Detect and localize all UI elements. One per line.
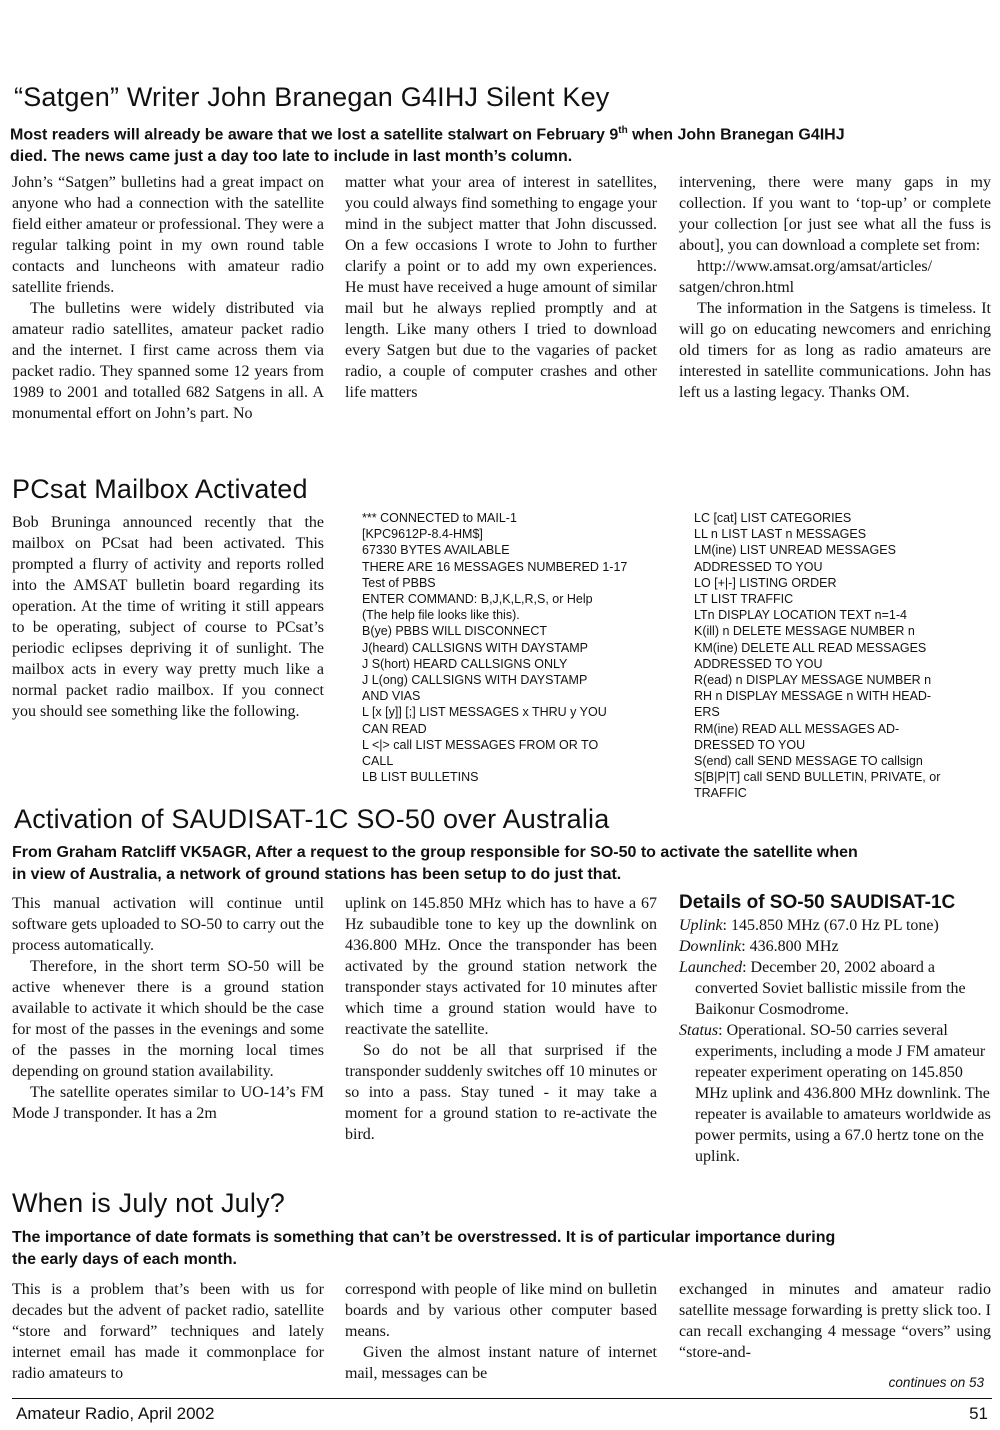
- listing-line: AND VIAS: [362, 689, 421, 704]
- lede-line: Most readers will already be aware that we lost a satellite stalwart on February 9th when John Branegan G4IHJ: [10, 125, 845, 144]
- paragraph: matter what your area of interest in satellites, you could always find something to engage your mind in the subject matter that John discussed. On a few occasions I wrote to John to further clarify a point or to add my own experiences. He must have received a huge amount of similar mail but he always replied promptly and at length. Like many others I tried to download every Satgen but due to the vagaries of packet radio, a couple of computer crashes and other life matters: [345, 174, 657, 401]
- listing-line: CAN READ: [362, 721, 427, 736]
- article1-column-1: [12, 172, 324, 424]
- paragraph: Therefore, in the short term SO-50 will be active whenever there is a ground station available to activate it which should be the case for most of the passes in the evenings and some of the passes in the morning local times depending on ground station availability.: [12, 958, 324, 1080]
- listing-line: L [x [y]] [;] LIST MESSAGES x THRU y YOU: [362, 705, 607, 720]
- listing-line: 67330 BYTES AVAILABLE: [362, 543, 510, 558]
- listing-line: R(ead) n DISPLAY MESSAGE NUMBER n: [694, 673, 932, 688]
- article-title-july: When is July not July?: [12, 1188, 286, 1218]
- article-title-pcsat: PCsat Mailbox Activated: [12, 474, 308, 504]
- paragraph: The bulletins were widely distributed via amateur radio satellites, amateur packet radio and the internet. I first came across them via packet radio. They spanned some 12 years from 1989 to 2001 and totalled 682 Satgens in all. A monumental effort on John’s part. No: [12, 300, 324, 422]
- spec-status: [679, 1020, 993, 1167]
- paragraph: This is a problem that’s been with us for decades but the advent of packet radio, satellite “store and forward” techniques and lately internet email has made it commonplace for radio amateurs to: [12, 1281, 324, 1382]
- article3-column-2: [345, 893, 657, 1145]
- listing-line: RM(ine) READ ALL MESSAGES AD-: [694, 721, 900, 736]
- listing-line: LC [cat] LIST CATEGORIES: [694, 511, 852, 525]
- article-title-satgen: “Satgen” Writer John Branegan G4IHJ Silent Key: [14, 82, 610, 112]
- article-lede-july: [12, 1227, 992, 1271]
- article3-column-1: [12, 893, 324, 1124]
- paragraph: This manual activation will continue until software gets uploaded to SO-50 to carry out the process automatically.: [12, 895, 324, 954]
- bbs-listing-left: [362, 510, 662, 785]
- listing-line: S(end) call SEND MESSAGE TO callsign: [694, 754, 923, 769]
- article1-column-2: [345, 172, 657, 403]
- bbs-listing-right: [694, 510, 994, 802]
- paragraph: intervening, there were many gaps in my collection. If you want to ‘top-up’ or complete your collection [or just see what all the fuss is about], you can download a complete set from:: [679, 174, 991, 254]
- listing-line: LT LIST TRAFFIC: [694, 592, 794, 607]
- spec-value: : 145.850 MHz (67.0 Hz PL tone): [722, 917, 939, 934]
- footer-publication: Amateur Radio, April 2002: [16, 1404, 215, 1423]
- listing-line: LL n LIST LAST n MESSAGES: [694, 527, 867, 542]
- listing-line: K(ill) n DELETE MESSAGE NUMBER n: [694, 624, 915, 639]
- paragraph: John’s “Satgen” bulletins had a great impact on anyone who had a connection with the satellite field either amateur or professional. They were a regular talking point in my own round table contacts and luncheons with amateur radio satellite friends.: [12, 174, 324, 296]
- listing-line: ADDRESSED TO YOU: [694, 559, 823, 574]
- article1-column-3: [679, 172, 991, 403]
- listing-line: LM(ine) LIST UNREAD MESSAGES: [694, 543, 896, 558]
- spec-label: Launched: [679, 959, 743, 976]
- listing-line: B(ye) PBBS WILL DISCONNECT: [362, 624, 547, 639]
- article-lede-satgen: [10, 120, 990, 168]
- superscript: th: [618, 125, 628, 136]
- paragraph: Bob Bruninga announced recently that the mailbox on PCsat had been activated. This prompted a flurry of activity and reports rolled into the AMSAT bulletin board regarding its operation. At the time of writing it still appears to be operating, subject of course to PCsat’s periodic eclipses depriving it of sunlight. The mailbox acts in every way pretty much like a normal packet radio mailbox. If you connect you should see something like the following.: [12, 514, 324, 720]
- listing-line: RH n DISPLAY MESSAGE n WITH HEAD-: [694, 689, 932, 704]
- listing-line: CALL: [362, 754, 394, 769]
- listing-line: J(heard) CALLSIGNS WITH DAYSTAMP: [362, 640, 588, 655]
- spec-downlink: [679, 936, 993, 957]
- listing-line: THERE ARE 16 MESSAGES NUMBERED 1-17: [362, 559, 628, 574]
- paragraph: The information in the Satgens is timeless. It will go on educating newcomers and enriching old timers for as long as radio amateurs are interested in satellite communications. John has left us a lasting legacy. Thanks OM.: [679, 300, 991, 401]
- lede-line: in view of Australia, a network of ground stations has been setup to do just that.: [12, 866, 622, 883]
- listing-line: (The help file looks like this).: [362, 608, 520, 623]
- spec-launched: [679, 957, 993, 1020]
- paragraph: The satellite operates similar to UO-14’s FM Mode J transponder. It has a 2m: [12, 1084, 324, 1122]
- listing-line: Test of PBBS: [362, 575, 436, 590]
- spec-label: Uplink: [679, 917, 723, 934]
- footer-page-number: 51: [969, 1404, 988, 1423]
- paragraph: correspond with people of like mind on bulletin boards and by various other computer based means.: [345, 1281, 657, 1340]
- listing-line: TRAFFIC: [694, 786, 747, 801]
- lede-line: From Graham Ratcliff VK5AGR, After a request to the group responsible for SO-50 to activate the satellite when: [12, 844, 858, 861]
- article4-column-2: [345, 1279, 657, 1384]
- spec-value: : December 20, 2002 aboard a converted Soviet ballistic missile from the Baikonur Cosmodrome.: [695, 959, 966, 1018]
- paragraph: Given the almost instant nature of internet mail, messages can be: [345, 1344, 657, 1382]
- listing-line: ENTER COMMAND: B,J,K,L,R,S, or Help: [362, 592, 593, 607]
- spec-value: : Operational. SO-50 carries several experiments, including a mode J FM amateur repeater experiment operating on 145.850 MHz uplink and 436.800 MHz downlink. The repeater is available to amateurs worldwide as power permits, using a 67.0 hertz tone on the uplink.: [695, 1022, 991, 1165]
- continues-note: continues on 53: [888, 1375, 984, 1390]
- listing-line: *** CONNECTED to MAIL-1: [362, 511, 517, 525]
- article4-column-1: [12, 1279, 324, 1384]
- listing-line: ADDRESSED TO YOU: [694, 656, 823, 671]
- paragraph: So do not be all that surprised if the transponder suddenly switches off 10 minutes or so into a pass. Stay tuned - it may take a moment for a ground station to re-activate the bird.: [345, 1042, 657, 1143]
- article-title-saudisat: Activation of SAUDISAT-1C SO-50 over Australia: [14, 804, 610, 834]
- so50-details-box: [679, 892, 993, 1167]
- lede-line: the early days of each month.: [12, 1251, 237, 1268]
- listing-line: J S(hort) HEARD CALLSIGNS ONLY: [362, 656, 568, 671]
- listing-line: LO [+|-] LISTING ORDER: [694, 575, 837, 590]
- url-link[interactable]: http://www.amsat.org/amsat/articles/ satgen/chron.html: [679, 258, 933, 296]
- lede-line: died. The news came just a day too late to include in last month’s column.: [10, 148, 573, 166]
- listing-line: J L(ong) CALLSIGNS WITH DAYSTAMP: [362, 673, 588, 688]
- listing-line: ERS: [694, 705, 720, 720]
- paragraph: exchanged in minutes and amateur radio satellite message forwarding is pretty slick too. I can recall exchanging 4 message “overs” using “store-and-: [679, 1281, 991, 1361]
- lede-line: The importance of date formats is something that can’t be overstressed. It is of particular importance during: [12, 1229, 836, 1246]
- listing-line: [KPC9612P-8.4-HM$]: [362, 527, 483, 542]
- spec-label: Status: [679, 1022, 719, 1039]
- spec-label: Downlink: [679, 938, 742, 955]
- article2-column-1: [12, 512, 324, 722]
- details-box-title: Details of SO-50 SAUDISAT-1C: [679, 892, 956, 913]
- article4-column-3: [679, 1279, 991, 1363]
- spec-uplink: [679, 915, 993, 936]
- article-lede-saudisat: [12, 842, 992, 886]
- listing-line: DRESSED TO YOU: [694, 737, 806, 752]
- listing-line: LB LIST BULLETINS: [362, 770, 479, 785]
- spec-value: : 436.800 MHz: [741, 938, 839, 955]
- listing-line: L <|> call LIST MESSAGES FROM OR TO: [362, 737, 599, 752]
- listing-line: S[B|P|T] call SEND BULLETIN, PRIVATE, or: [694, 770, 941, 785]
- footer-rule: [12, 1398, 992, 1399]
- listing-line: KM(ine) DELETE ALL READ MESSAGES: [694, 640, 927, 655]
- paragraph: uplink on 145.850 MHz which has to have a 67 Hz subaudible tone to key up the downlink on 436.800 MHz. Once the transponder has been activated by the ground station network the transponder stays activated for 10 minutes after which time a ground station would have to reactivate the satellite.: [345, 895, 657, 1038]
- listing-line: LTn DISPLAY LOCATION TEXT n=1-4: [694, 608, 907, 623]
